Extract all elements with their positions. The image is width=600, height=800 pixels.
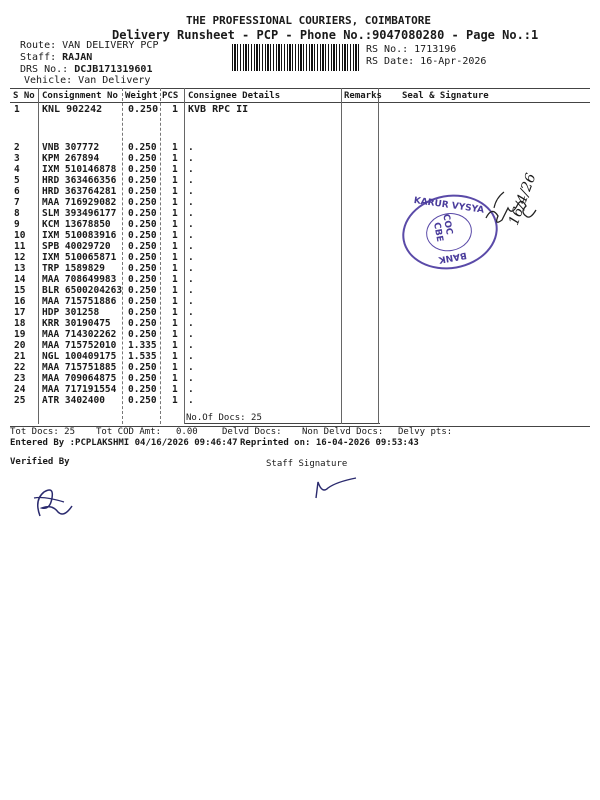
row-sno: 10	[14, 230, 26, 241]
row-weight: 0.250	[128, 263, 157, 274]
row-consignee: .	[188, 219, 194, 230]
company-name: THE PROFESSIONAL COURIERS, COIMBATORE	[186, 14, 432, 27]
row-consignment-no: VNB 307772	[42, 142, 100, 153]
col-divider-weight	[160, 88, 161, 424]
row-weight: 0.250	[128, 395, 157, 406]
row-consignment-no: MAA 717191554	[42, 384, 117, 395]
row-consignee: .	[188, 153, 194, 164]
row-weight: 1.335	[128, 340, 157, 351]
row-consignee: .	[188, 329, 194, 340]
row-consignee: .	[188, 318, 194, 329]
col-divider-sno	[38, 88, 39, 424]
row-weight: 0.250	[128, 208, 157, 219]
row-consignment-no: MAA 709064875	[42, 373, 117, 384]
row-sno: 12	[14, 252, 26, 263]
rs-number: RS No.: 1713196	[366, 44, 457, 55]
row-sno: 19	[14, 329, 26, 340]
row-sno: 14	[14, 274, 26, 285]
staff-value: RAJAN	[62, 52, 93, 63]
row-sno: 18	[14, 318, 26, 329]
row-consignment-no: TRP 1589829	[42, 263, 105, 274]
row-weight: 0.250	[128, 307, 157, 318]
row-pcs: 1	[172, 186, 178, 197]
col-divider-remarks	[378, 88, 379, 424]
staff-label: Staff:	[20, 52, 57, 63]
stamp-bottom-text: BANK	[437, 249, 468, 265]
row-pcs: 1	[172, 329, 178, 340]
row-consignee: .	[188, 175, 194, 186]
row-sno: 3	[14, 153, 20, 164]
row-consignment-no: MAA 715752010	[42, 340, 117, 351]
row-weight: 0.250	[128, 373, 157, 384]
row-pcs: 1	[172, 373, 178, 384]
total-cod-value: 0.00	[176, 427, 198, 437]
row-weight: 0.250	[128, 164, 157, 175]
reprinted-on: Reprinted on: 16-04-2026 09:53:43	[240, 438, 419, 448]
row-consignment-no: NGL 100409175	[42, 351, 117, 362]
row-sno: 5	[14, 175, 20, 186]
row-sno: 23	[14, 373, 26, 384]
row-consignee: .	[188, 296, 194, 307]
row-consignment-no: KNL 902242	[42, 104, 103, 115]
row-consignment-no: KCM 13678850	[42, 219, 111, 230]
row-weight: 0.250	[128, 252, 157, 263]
row-sno: 1	[14, 104, 20, 115]
row-pcs: 1	[172, 307, 178, 318]
row-weight: 0.250	[128, 241, 157, 252]
staff-signature-label: Staff Signature	[266, 459, 348, 469]
delivered-docs: Delvd Docs:	[222, 427, 282, 437]
delivery-points: Delvy pts:	[398, 427, 453, 437]
drs-value: DCJB171319601	[74, 64, 153, 75]
row-consignee: KVB RPC II	[188, 104, 249, 115]
staff-signature	[310, 476, 360, 504]
row-consignment-no: HRD 363764281	[42, 186, 117, 197]
route-text: Route: VAN DELIVERY PCP	[20, 40, 159, 51]
total-docs: Tot Docs: 25	[10, 427, 76, 437]
table-bottom-rule	[184, 423, 380, 424]
table-header-rule	[10, 102, 590, 103]
row-pcs: 1	[172, 142, 178, 153]
row-consignee: .	[188, 142, 194, 153]
row-consignee: .	[188, 285, 194, 296]
row-consignee: .	[188, 340, 194, 351]
row-weight: 0.250	[128, 285, 157, 296]
verified-by-label: Verified By	[10, 457, 70, 467]
row-consignment-no: BLR 6500204263	[42, 285, 123, 296]
barcode-image	[232, 44, 360, 71]
row-pcs: 1	[172, 285, 178, 296]
row-pcs: 1	[172, 395, 178, 406]
row-consignment-no: SPB 40029720	[42, 241, 111, 252]
row-consignment-no: SLM 393496177	[42, 208, 117, 219]
row-consignee: .	[188, 164, 194, 175]
row-sno: 15	[14, 285, 26, 296]
header-seal: Seal & Signature	[402, 91, 489, 101]
row-consignment-no: HDP 301258	[42, 307, 100, 318]
row-sno: 17	[14, 307, 26, 318]
row-consignment-no: IXM 510065871	[42, 252, 117, 263]
row-sno: 25	[14, 395, 26, 406]
row-pcs: 1	[172, 351, 178, 362]
row-consignee: .	[188, 373, 194, 384]
row-sno: 20	[14, 340, 26, 351]
handwritten-date: 16/4/26	[506, 171, 540, 228]
row-pcs: 1	[172, 296, 178, 307]
row-consignee: .	[188, 351, 194, 362]
row-weight: 0.250	[128, 296, 157, 307]
row-consignee: .	[188, 186, 194, 197]
row-pcs: 1	[172, 219, 178, 230]
header-weight: Weight	[125, 91, 158, 101]
row-sno: 9	[14, 219, 20, 230]
row-sno: 7	[14, 197, 20, 208]
row-consignment-no: MAA 708649983	[42, 274, 117, 285]
row-weight: 0.250	[128, 329, 157, 340]
row-sno: 16	[14, 296, 26, 307]
row-sno: 22	[14, 362, 26, 373]
row-sno: 8	[14, 208, 20, 219]
row-sno: 6	[14, 186, 20, 197]
row-sno: 24	[14, 384, 26, 395]
row-consignment-no: MAA 715751886	[42, 296, 117, 307]
row-consignment-no: HRD 363466356	[42, 175, 117, 186]
row-pcs: 1	[172, 252, 178, 263]
row-pcs: 1	[172, 318, 178, 329]
stamp-line2: CBE	[431, 221, 445, 243]
row-consignee: .	[188, 252, 194, 263]
table-top-rule	[10, 88, 590, 89]
col-divider-consignment	[122, 88, 123, 424]
row-pcs: 1	[172, 208, 178, 219]
row-weight: 0.250	[128, 219, 157, 230]
row-pcs: 1	[172, 263, 178, 274]
row-pcs: 1	[172, 274, 178, 285]
stamp-line1: COC	[440, 213, 454, 236]
staff-field	[20, 52, 92, 63]
row-pcs: 1	[172, 164, 178, 175]
no-of-docs: No.Of Docs: 25	[186, 413, 262, 423]
row-consignment-no: MAA 715751885	[42, 362, 117, 373]
row-consignment-no: IXM 510146878	[42, 164, 117, 175]
row-sno: 11	[14, 241, 26, 252]
row-consignee: .	[188, 208, 194, 219]
row-consignment-no: MAA 716929082	[42, 197, 117, 208]
row-pcs: 1	[172, 175, 178, 186]
row-pcs: 1	[172, 197, 178, 208]
row-consignment-no: MAA 714302262	[42, 329, 117, 340]
header-consignee: Consignee Details	[188, 91, 281, 101]
header-pcs: PCS	[162, 91, 179, 101]
runsheet-subtitle: Delivery Runsheet - PCP - Phone No.:9047080280 - Page No.:1	[112, 28, 539, 42]
header-remarks: Remarks	[344, 91, 382, 101]
total-cod-label: Tot COD Amt:	[96, 427, 162, 437]
row-weight: 0.250	[128, 274, 157, 285]
row-weight: 0.250	[128, 186, 157, 197]
row-consignee: .	[188, 241, 194, 252]
row-weight: 0.250	[128, 142, 157, 153]
col-divider-pcs	[184, 88, 185, 424]
row-pcs: 1	[172, 362, 178, 373]
row-pcs: 1	[172, 153, 178, 164]
header-consignment: Consignment No	[42, 91, 118, 101]
stamp-top-text: KARUR VYSYA	[413, 195, 485, 216]
row-weight: 0.250	[128, 362, 157, 373]
row-sno: 2	[14, 142, 20, 153]
row-pcs: 1	[172, 104, 179, 115]
row-consignment-no: KPM 267894	[42, 153, 100, 164]
row-weight: 0.250	[128, 104, 159, 115]
row-pcs: 1	[172, 230, 178, 241]
row-consignment-no: ATR 3402400	[42, 395, 105, 406]
row-consignee: .	[188, 307, 194, 318]
rs-date: RS Date: 16-Apr-2026	[366, 56, 487, 67]
row-sno: 21	[14, 351, 26, 362]
row-weight: 0.250	[128, 153, 157, 164]
row-pcs: 1	[172, 241, 178, 252]
vehicle-text: Vehicle: Van Delivery	[24, 75, 151, 86]
drs-field	[20, 64, 152, 75]
verifier-signature	[28, 478, 78, 522]
col-divider-consignee	[341, 88, 342, 424]
row-pcs: 1	[172, 384, 178, 395]
row-weight: 0.250	[128, 175, 157, 186]
row-pcs: 1	[172, 340, 178, 351]
row-consignee: .	[188, 395, 194, 406]
row-consignee: .	[188, 197, 194, 208]
row-weight: 0.250	[128, 230, 157, 241]
row-consignee: .	[188, 384, 194, 395]
row-consignee: .	[188, 362, 194, 373]
row-sno: 13	[14, 263, 26, 274]
row-consignee: .	[188, 230, 194, 241]
non-delivered-docs: Non Delvd Docs:	[302, 427, 384, 437]
row-sno: 4	[14, 164, 20, 175]
row-weight: 0.250	[128, 384, 157, 395]
entered-by: Entered By :PCPLAKSHMI 04/16/2026 09:46:47	[10, 438, 238, 448]
row-weight: 0.250	[128, 197, 157, 208]
row-consignee: .	[188, 263, 194, 274]
row-consignment-no: IXM 510083916	[42, 230, 117, 241]
header-sno: S No	[13, 91, 35, 101]
drs-label: DRS No.:	[20, 64, 69, 75]
row-consignment-no: KRR 30190475	[42, 318, 111, 329]
row-weight: 0.250	[128, 318, 157, 329]
row-weight: 1.535	[128, 351, 157, 362]
row-consignee: .	[188, 274, 194, 285]
